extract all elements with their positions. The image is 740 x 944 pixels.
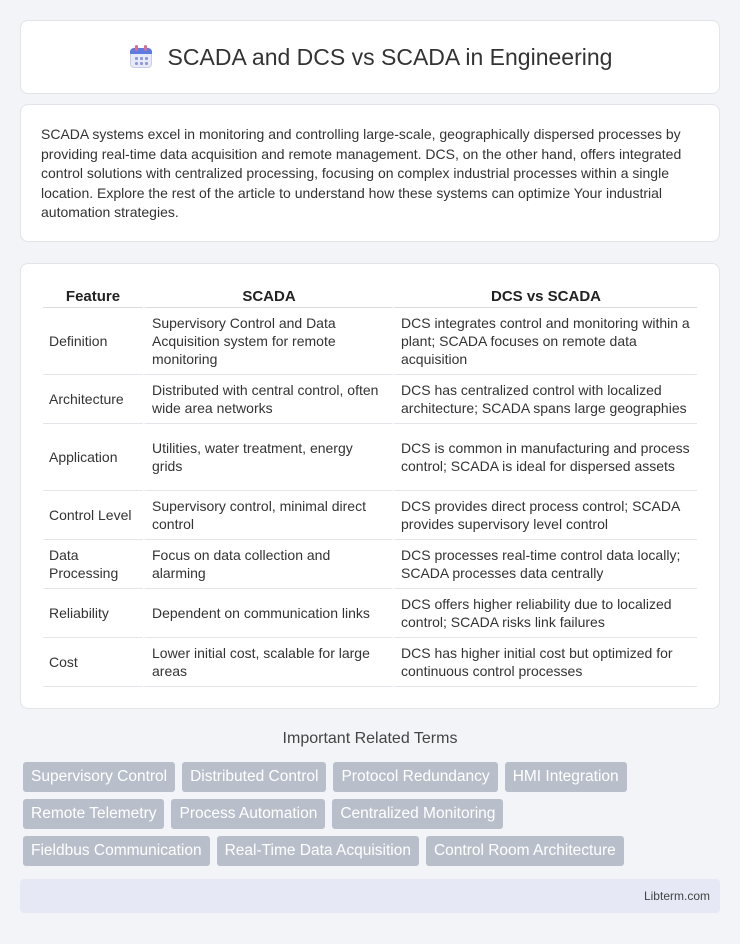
- tag-protocol-redundancy[interactable]: Protocol Redundancy: [333, 762, 497, 792]
- page-title: SCADA and DCS vs SCADA in Engineering: [167, 43, 613, 70]
- related-terms-title: Important Related Terms: [282, 730, 458, 747]
- cell-feature: Architecture: [43, 375, 143, 424]
- tag-row: [23, 762, 723, 792]
- table-row: [43, 540, 697, 589]
- cell-dcs-vs-scada: DCS has centralized control with localized architecture; SCADA spans large geographies: [392, 375, 697, 424]
- tag-real-time-data-acquisition[interactable]: Real-Time Data Acquisition: [217, 836, 419, 866]
- cell-dcs-vs-scada: DCS offers higher reliability due to localized control; SCADA risks link failures: [392, 589, 697, 638]
- cell-scada: Distributed with central control, often wide area networks: [143, 375, 392, 424]
- tag-supervisory-control[interactable]: Supervisory Control: [23, 762, 175, 792]
- tag-fieldbus-communication[interactable]: Fieldbus Communication: [23, 836, 210, 866]
- cell-feature: Data Processing: [43, 540, 143, 589]
- table-header-row: [43, 286, 697, 308]
- tag-hmi-integration[interactable]: HMI Integration: [505, 762, 627, 792]
- cell-feature: Application: [43, 424, 143, 491]
- calendar-icon: [128, 44, 154, 70]
- tag-control-room-architecture[interactable]: Control Room Architecture: [426, 836, 624, 866]
- related-terms-list: [23, 762, 723, 873]
- cell-scada: Lower initial cost, scalable for large areas: [143, 638, 392, 687]
- cell-scada: Supervisory Control and Data Acquisition system for remote monitoring: [143, 308, 392, 375]
- tag-process-automation[interactable]: Process Automation: [171, 799, 325, 829]
- header-scada: SCADA: [143, 286, 392, 308]
- tag-centralized-monitoring[interactable]: Centralized Monitoring: [332, 799, 503, 829]
- tag-distributed-control[interactable]: Distributed Control: [182, 762, 326, 792]
- cell-scada: Dependent on communication links: [143, 589, 392, 638]
- header-card: [20, 20, 720, 94]
- table-row: [43, 424, 697, 491]
- cell-scada: Supervisory control, minimal direct control: [143, 491, 392, 540]
- comparison-table: [43, 286, 697, 687]
- comparison-table-card: [20, 263, 720, 709]
- cell-dcs-vs-scada: DCS integrates control and monitoring within a plant; SCADA focuses on remote data acquisition: [392, 308, 697, 375]
- cell-scada: Utilities, water treatment, energy grids: [143, 424, 392, 491]
- tag-row: [23, 836, 723, 866]
- table-row: [43, 308, 697, 375]
- cell-feature: Control Level: [43, 491, 143, 540]
- tag-row: [23, 799, 723, 829]
- cell-scada: Focus on data collection and alarming: [143, 540, 392, 589]
- intro-card: [20, 104, 720, 242]
- footer-site-link[interactable]: Libterm.com: [643, 889, 710, 903]
- cell-dcs-vs-scada: DCS provides direct process control; SCADA provides supervisory level control: [392, 491, 697, 540]
- table-row: [43, 638, 697, 687]
- table-row: [43, 375, 697, 424]
- header-feature: Feature: [43, 286, 143, 308]
- cell-feature: Definition: [43, 308, 143, 375]
- tag-remote-telemetry[interactable]: Remote Telemetry: [23, 799, 164, 829]
- cell-dcs-vs-scada: DCS is common in manufacturing and process control; SCADA is ideal for dispersed assets: [392, 424, 697, 491]
- cell-dcs-vs-scada: DCS processes real-time control data locally; SCADA processes data centrally: [392, 540, 697, 589]
- header-dcs-vs-scada: DCS vs SCADA: [392, 286, 697, 308]
- intro-text: SCADA systems excel in monitoring and controlling large-scale, geographically dispersed processes by providing real-time data acquisition and remote management. DCS, on the other hand, offers integrated control solutions with centralized processing, focusing on complex industrial processes within a single location. Explore the rest of the article to understand how these systems can optimize Your industrial automation strategies.: [41, 126, 682, 220]
- table-row: [43, 589, 697, 638]
- table-row: [43, 491, 697, 540]
- footer: [20, 879, 720, 913]
- cell-feature: Cost: [43, 638, 143, 687]
- cell-dcs-vs-scada: DCS has higher initial cost but optimized for continuous control processes: [392, 638, 697, 687]
- cell-feature: Reliability: [43, 589, 143, 638]
